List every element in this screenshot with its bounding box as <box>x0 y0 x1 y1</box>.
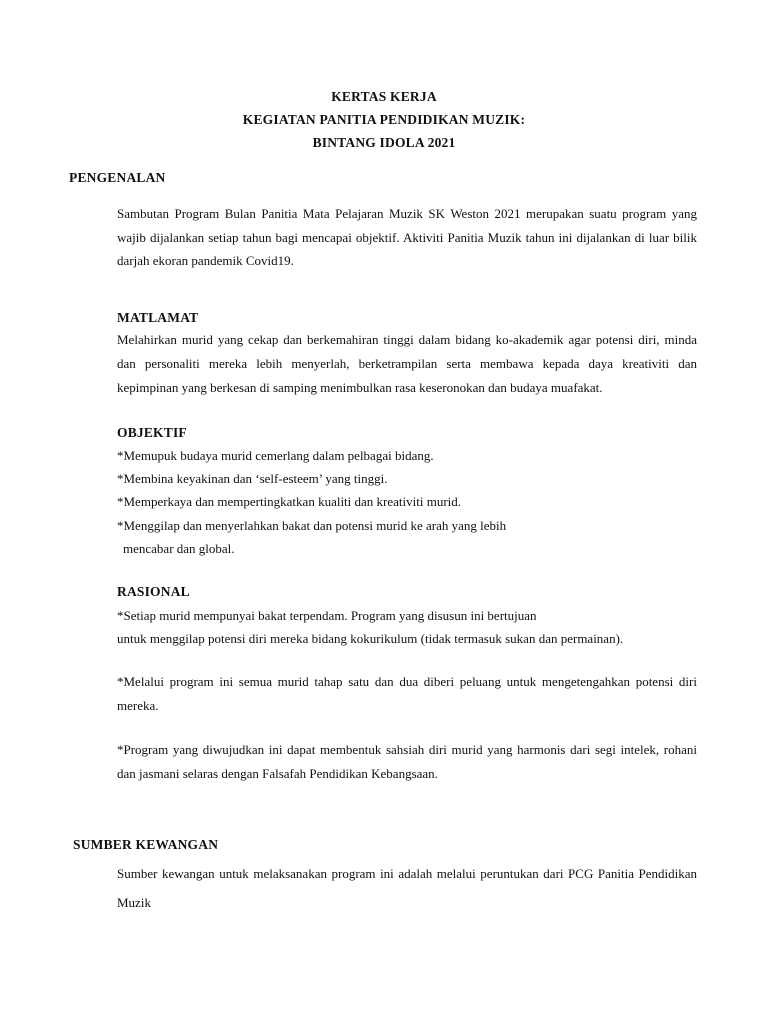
document-subtitle: KEGIATAN PANITIA PENDIDIKAN MUZIK: <box>242 112 526 127</box>
heading-sumber-kewangan: SUMBER KEWANGAN <box>73 837 219 852</box>
paragraph-sumber-kewangan: Sumber kewangan untuk melaksanakan program ini adalah melalui peruntukan dari PCG Panitia Pendidikan Muzik <box>117 866 697 910</box>
event-title: BINTANG IDOLA 2021 <box>312 135 456 150</box>
objektif-item: *Memperkaya dan mempertingkatkan kualiti dan kreativiti murid. <box>117 494 462 510</box>
paragraph-rasional-1-line-2: untuk menggilap potensi diri mereka bidang kokurikulum (tidak termasuk sukan dan permainan). <box>117 631 624 646</box>
paragraph-rasional-1 <box>117 604 697 650</box>
paragraph-rasional-2: *Melalui program ini semua murid tahap satu dan dua diberi peluang untuk mengetengahkan potensi diri mereka. <box>117 674 697 713</box>
paragraph-rasional-3: *Program yang diwujudkan ini dapat membentuk sahsiah diri murid yang harmonis dari segi intelek, rohani dan jasmani selaras dengan Falsafah Pendidikan Kebangsaan. <box>117 742 697 781</box>
heading-objektif: OBJEKTIF <box>117 425 187 440</box>
objektif-list <box>117 444 697 560</box>
objektif-item: *Memupuk budaya murid cemerlang dalam pelbagai bidang. <box>117 448 434 463</box>
paragraph-matlamat: Melahirkan murid yang cekap dan berkemahiran tinggi dalam bidang ko-akademik agar potensi diri, minda dan personaliti mereka lebih menyerlah, berketrampilan serta membawa kepada daya kreativiti dan kepimpinan yang berkesan di samping menimbulkan rasa keseronokan dan budaya muafakat. <box>117 332 697 395</box>
heading-rasional: RASIONAL <box>117 584 190 599</box>
objektif-item-continuation <box>117 537 697 560</box>
document-title: KERTAS KERJA <box>331 89 437 104</box>
objektif-item: *Menggilap dan menyerlahkan bakat dan potensi murid ke arah yang lebih <box>117 517 507 533</box>
heading-matlamat: MATLAMAT <box>117 310 199 325</box>
heading-pengenalan: PENGENALAN <box>69 170 166 185</box>
objektif-item-continuation-text: mencabar dan global. <box>123 540 235 556</box>
objektif-item: *Membina keyakinan dan ‘self-esteem’ yang tinggi. <box>117 471 388 487</box>
paragraph-rasional-1-line-1: *Setiap murid mempunyai bakat terpendam. Program yang disusun ini bertujuan <box>117 608 537 623</box>
paragraph-pengenalan: Sambutan Program Bulan Panitia Mata Pelajaran Muzik SK Weston 2021 merupakan suatu program yang wajib dijalankan setiap tahun bagi mencapai objektif. Aktiviti Panitia Muzik tahun ini dijalankan di luar bilik darjah ekoran pandemik Covid19. <box>117 206 697 268</box>
